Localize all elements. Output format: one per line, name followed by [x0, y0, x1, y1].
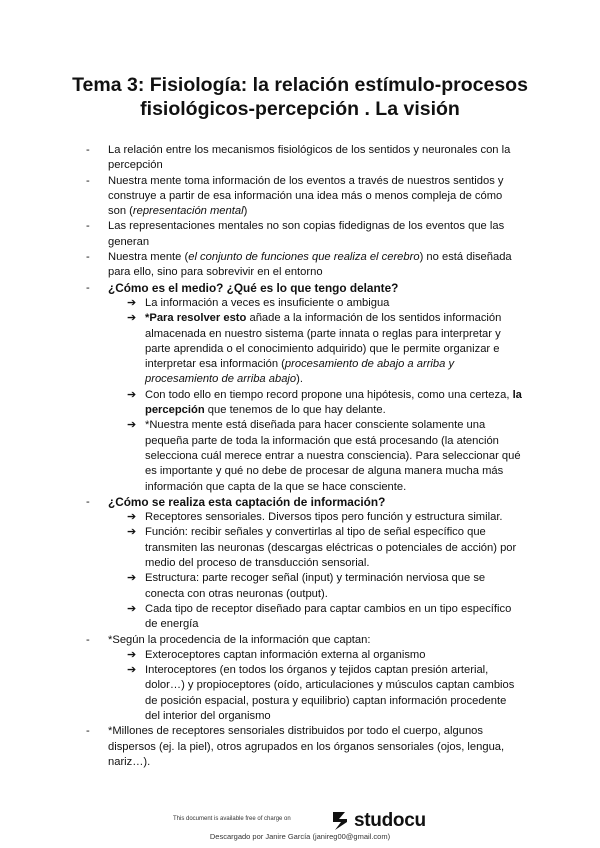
- sub-item: ➔ Con todo ello en tiempo record propone una hipótesis, como una certeza, la percepción que tenemos de lo que hay delante.: [127, 388, 522, 417]
- sub-item: ➔ *Nuestra mente está diseñada para hacer consciente solamente una pequeña parte de toda la información que está procesando (la atención selecciona cuál merece entrar a nuestra consciencia). Para seleccionar qué es importante y qué no debe de procesar de alguna manera mucha más información que capta de la que se hace consciente.: [127, 419, 521, 493]
- section-question: - ¿Cómo es el medio? ¿Qué es lo que tengo delante?: [86, 280, 399, 295]
- arrow-icon: ➔: [127, 664, 137, 677]
- sub-item: ➔ Receptores sensoriales. Diversos tipos pero función y estructura similar.: [90, 510, 522, 525]
- document-body: [86, 143, 522, 770]
- arrow-icon: ➔: [127, 312, 137, 325]
- sub-item: ➔ Exteroceptores captan información externa al organismo: [90, 648, 522, 663]
- list-item: - *Millones de receptores sensoriales distribuidos por todo el cuerpo, algunos dispersos (ej. la piel), otros agrupados en los órganos sensoriales (ojos, lengua, nariz…).: [86, 725, 505, 768]
- sub-item: ➔ Interoceptores (en todos los órganos y tejidos captan presión arterial, dolor…) y propioceptores (oído, articulaciones y músculos captan cambios de posición espacial, postura y equilibrio) captan información procedente del interior del organismo: [127, 664, 515, 722]
- list-item: - La relación entre los mecanismos fisiológicos de los sentidos y neuronales con la percepción: [86, 144, 511, 172]
- arrow-icon: ➔: [127, 419, 137, 432]
- list-item: - Nuestra mente (el conjunto de funciones que realiza el cerebro) no está diseñada para ello, sino para sobrevivir en el entorno: [86, 251, 512, 279]
- arrow-icon: ➔: [127, 648, 137, 661]
- document-title: [40, 73, 560, 121]
- arrow-icon: ➔: [127, 511, 137, 524]
- studocu-logo[interactable]: [330, 810, 426, 832]
- availability-note: This document is available free of charge on: [173, 816, 291, 822]
- arrow-icon: ➔: [127, 602, 137, 615]
- download-note: Descargado por Janire García (janireg00@gmail.com): [209, 832, 391, 841]
- list-item: - Nuestra mente toma información de los eventos a través de nuestros sentidos y construye a partir de esa información una idea más o menos compleja de cómo son (representación mental): [86, 174, 504, 218]
- sub-item: ➔ La información a veces es insuficiente o ambigua: [90, 296, 522, 311]
- title-line1: : Fisiología: la relación estímulo-procesos: [137, 74, 528, 96]
- arrow-icon: ➔: [127, 296, 137, 309]
- arrow-icon: ➔: [127, 572, 137, 585]
- studocu-brand: studocu: [354, 810, 426, 831]
- arrow-icon: ➔: [127, 388, 137, 401]
- title-line2: fisiológicos-percepción . La visión: [140, 98, 460, 120]
- studocu-logo-icon: [330, 810, 350, 832]
- sub-item: ➔ Cada tipo de receptor diseñado para captar cambios en un tipo específico de energía: [127, 602, 512, 631]
- arrow-icon: ➔: [127, 526, 137, 539]
- list-item: - Las representaciones mentales no son copias fidedignas de los eventos que las generan: [86, 220, 505, 248]
- sub-item: ➔ Estructura: parte recoger señal (input) y terminación nerviosa que se conecta con otras neuronas (output).: [127, 572, 486, 600]
- section-question: - ¿Cómo se realiza esta captación de información?: [86, 494, 386, 509]
- sub-item: ➔ *Para resolver esto añade a la información de los sentidos información almacenada en nuestro sistema (parte innata o reglas para interpretar y parte aprendida o el conocimiento adquirido) que le permite organizar e interpretar esa información (procesamiento de abajo a arriba y procesamiento de arriba abajo).: [127, 312, 502, 386]
- sub-item: ➔ Función: recibir señales y convertirlas al tipo de señal específico que transmiten las neuronas (descargas eléctricas o potenciales de acción) por medio del proceso de transducción sensorial.: [127, 526, 517, 570]
- title-lead: Tema 3: [72, 74, 138, 96]
- list-item: - *Según la procedencia de la información que captan:: [86, 633, 371, 646]
